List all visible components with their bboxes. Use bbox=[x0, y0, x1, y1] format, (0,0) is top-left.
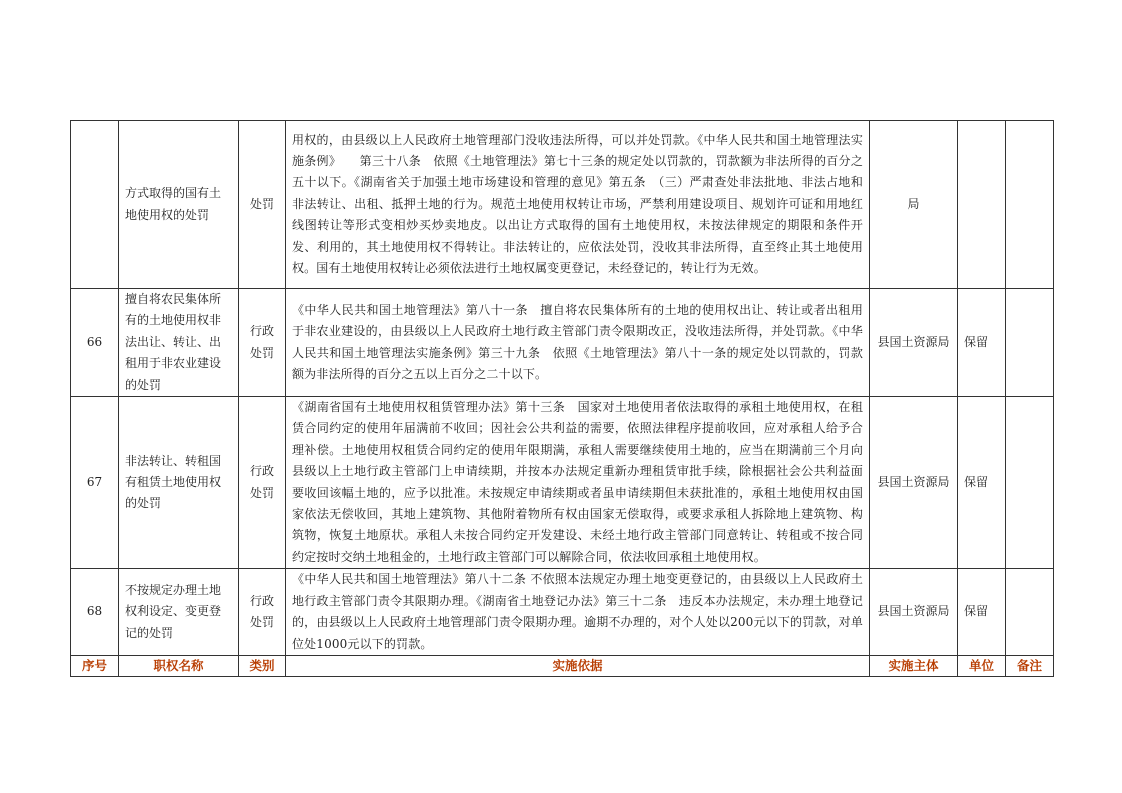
header-basis: 实施依据 bbox=[286, 655, 870, 676]
row-number: 68 bbox=[71, 569, 119, 656]
note-cell bbox=[1006, 397, 1054, 569]
power-name: 擅自将农民集体所有的土地使用权非法出让、转让、出租用于非农业建设的处罚 bbox=[119, 289, 239, 397]
power-type: 行政处罚 bbox=[239, 569, 286, 656]
power-list-table bbox=[70, 120, 1054, 677]
implementing-body: 县国土资源局 bbox=[870, 397, 958, 569]
table-row bbox=[71, 397, 1054, 569]
power-type: 行政处罚 bbox=[239, 397, 286, 569]
legal-basis: 用权的，由县级以上人民政府土地管理部门没收违法所得，可以并处罚款。《中华人民共和国土地管理法实施条例》 第三十八条 依照《土地管理法》第七十三条的规定处以罚款的，罚款额为非法所得的百分之五十以下。《湖南省关于加强土地市场建设和管理的意见》第五条 （三）严肃查处非法批地、非法占地和非法转让、出租、抵押土地的行为。规范土地使用权转让市场，严禁利用建设项目、规划许可证和用地红线图转让等形式变相炒买炒卖地皮。以出让方式取得的国有土地使用权，未按法律规定的期限和条件开发、利用的，其土地使用权不得转让。非法转让的，应依法处罚，没收其非法所得，直至终止其土地使用权。国有土地使用权转让必须依法进行土地权属变更登记，未经登记的，转让行为无效。 bbox=[286, 121, 870, 289]
table-row bbox=[71, 121, 1054, 289]
header-unit: 单位 bbox=[958, 655, 1006, 676]
power-type: 行政处罚 bbox=[239, 289, 286, 397]
implementing-body: 局 bbox=[870, 121, 958, 289]
table-header-row bbox=[71, 655, 1054, 676]
note-cell bbox=[1006, 121, 1054, 289]
header-type: 类别 bbox=[239, 655, 286, 676]
power-name: 不按规定办理土地权利设定、变更登记的处罚 bbox=[119, 569, 239, 656]
implementing-body: 县国土资源局 bbox=[870, 569, 958, 656]
power-name: 方式取得的国有土地使用权的处罚 bbox=[119, 121, 239, 289]
header-no: 序号 bbox=[71, 655, 119, 676]
unit-cell: 保留 bbox=[958, 569, 1006, 656]
note-cell bbox=[1006, 289, 1054, 397]
row-number bbox=[71, 121, 119, 289]
implementing-body: 县国土资源局 bbox=[870, 289, 958, 397]
header-note: 备注 bbox=[1006, 655, 1054, 676]
unit-cell bbox=[958, 121, 1006, 289]
power-name: 非法转让、转租国有租赁土地使用权的处罚 bbox=[119, 397, 239, 569]
header-subject: 实施主体 bbox=[870, 655, 958, 676]
unit-cell: 保留 bbox=[958, 289, 1006, 397]
note-cell bbox=[1006, 569, 1054, 656]
header-name: 职权名称 bbox=[119, 655, 239, 676]
power-type: 处罚 bbox=[239, 121, 286, 289]
table-row bbox=[71, 569, 1054, 656]
legal-basis: 《中华人民共和国土地管理法》第八十二条 不依照本法规定办理土地变更登记的，由县级以上人民政府土地行政主管部门责令其限期办理。《湖南省土地登记办法》第三十二条 违反本办法规定，未办理土地登记的，由县级以上人民政府土地管理部门责令限期办理。逾期不办理的，对个人处以200元以下的罚款，对单位处1000元以下的罚款。 bbox=[286, 569, 870, 656]
row-number: 66 bbox=[71, 289, 119, 397]
unit-cell: 保留 bbox=[958, 397, 1006, 569]
legal-basis: 《中华人民共和国土地管理法》第八十一条 擅自将农民集体所有的土地的使用权出让、转让或者出租用于非农业建设的，由县级以上人民政府土地行政主管部门责令限期改正，没收违法所得，并处罚款。《中华人民共和国土地管理法实施条例》第三十九条 依照《土地管理法》第八十一条的规定处以罚款的，罚款额为非法所得的百分之五以上百分之二十以下。 bbox=[286, 289, 870, 397]
row-number: 67 bbox=[71, 397, 119, 569]
legal-basis: 《湖南省国有土地使用权租赁管理办法》第十三条 国家对土地使用者依法取得的承租土地使用权，在租赁合同约定的使用年届满前不收回；因社会公共利益的需要，依照法律程序提前收回，应对承租人给予合理补偿。土地使用权租赁合同约定的使用年限期满，承租人需要继续使用土地的，应当在期满前三个月向县级以上土地行政主管部门上申请续期，并按本办法规定重新办理租赁审批手续，除根据社会公共利益面要收回该幅土地的，应予以批准。未按规定申请续期或者虽申请续期但未获批准的，承租土地使用权由国家依法无偿收回，其地上建筑物、其他附着物所有权由国家无偿取得，或要求承租人拆除地上建筑物、构筑物，恢复土地原状。承租人未按合同约定开发建设、未经土地行政主管部门同意转让、转租或不按合同约定按时交纳土地租金的，土地行政主管部门可以解除合同，依法收回承租土地使用权。 bbox=[286, 397, 870, 569]
table-row bbox=[71, 289, 1054, 397]
